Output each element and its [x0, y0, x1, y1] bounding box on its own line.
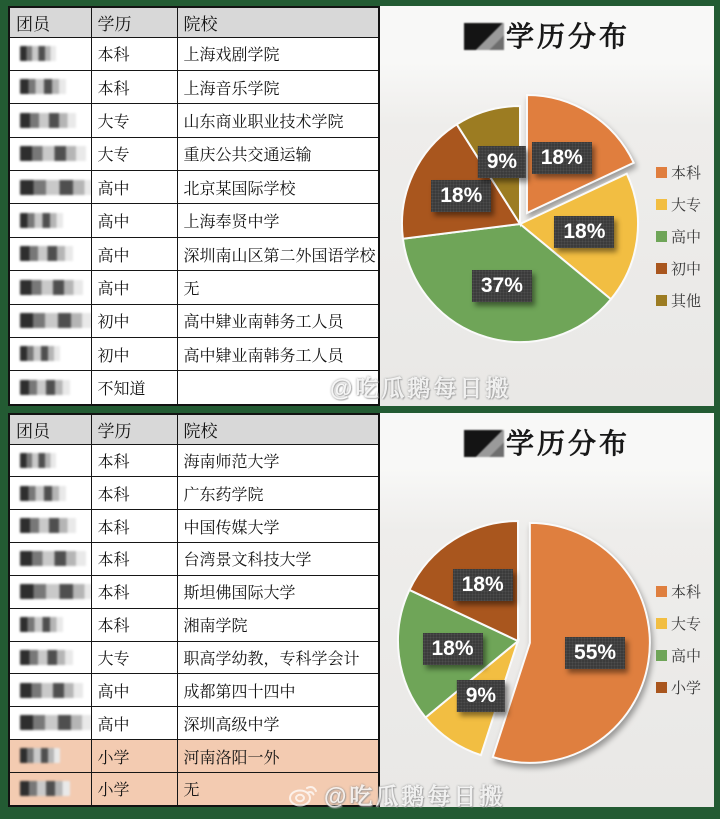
education-cell: 初中: [91, 304, 177, 337]
member-cell: [9, 707, 91, 740]
col-header-member: 团员: [9, 414, 91, 444]
watermark: [294, 370, 511, 403]
school-cell: 无: [177, 772, 379, 806]
legend-item-高中: [656, 645, 701, 666]
legend-label: 其他: [671, 293, 702, 310]
table-wrap-bottom: [8, 413, 380, 807]
education-cell: 本科: [91, 510, 177, 543]
pie-percent-label: 18%: [554, 216, 614, 248]
col-header-education: 学历: [91, 7, 177, 37]
school-cell: 湘南学院: [177, 608, 379, 641]
censored-name: [20, 246, 73, 261]
education-cell: 本科: [91, 37, 177, 70]
censored-name: [20, 146, 86, 161]
pie-percent-label: 18%: [423, 633, 483, 665]
table-row: [9, 237, 379, 270]
education-cell: 本科: [91, 444, 177, 477]
pie-percent-label: 18%: [431, 180, 491, 212]
chart-legend-bottom: [656, 581, 701, 698]
chart-title: [380, 422, 714, 462]
legend-item-大专: [656, 613, 701, 634]
education-cell: 高中: [91, 271, 177, 304]
legend-swatch: [656, 295, 667, 306]
table-row: [9, 444, 379, 477]
chart-legend-top: [656, 162, 701, 311]
member-cell: [9, 740, 91, 773]
legend-item-其他: [656, 290, 701, 311]
censored-name: [20, 748, 60, 763]
school-cell: 高中肄业南韩务工人员: [177, 338, 379, 371]
watermark-text: @吃瓜鹅每日搬: [330, 375, 512, 401]
legend-label: 本科: [671, 584, 702, 601]
legend-swatch: [656, 618, 667, 629]
member-cell: [9, 304, 91, 337]
table-row: [9, 707, 379, 740]
school-cell: 河南洛阳一外: [177, 740, 379, 773]
member-cell: [9, 444, 91, 477]
education-table-bottom: [8, 413, 380, 807]
table-row: [9, 137, 379, 170]
education-cell: 高中: [91, 204, 177, 237]
censored-name: [20, 683, 83, 698]
school-cell: 斯坦佛国际大学: [177, 575, 379, 608]
censored-name: [20, 180, 91, 195]
section-bottom: [8, 413, 714, 807]
pie-percent-label: 9%: [457, 680, 505, 712]
chart-title-text: 学历分布: [505, 21, 630, 52]
member-cell: [9, 171, 91, 204]
table-row: [9, 171, 379, 204]
table-row: [9, 271, 379, 304]
table-row: [9, 70, 379, 103]
censored-name: [20, 79, 66, 94]
legend-label: 初中: [671, 261, 702, 278]
legend-swatch: [656, 231, 667, 242]
member-cell: [9, 477, 91, 510]
legend-label: 高中: [671, 229, 702, 246]
legend-swatch: [656, 650, 667, 661]
school-cell: 深圳南山区第二外国语学校: [177, 237, 379, 270]
member-cell: [9, 271, 91, 304]
education-cell: 高中: [91, 171, 177, 204]
legend-label: 本科: [671, 165, 702, 182]
member-cell: [9, 772, 91, 806]
table-row: [9, 37, 379, 70]
watermark: [288, 778, 505, 811]
school-cell: 上海音乐学院: [177, 70, 379, 103]
section-top: [8, 6, 714, 406]
school-cell: 成都第四十四中: [177, 674, 379, 707]
education-cell: 大专: [91, 104, 177, 137]
education-cell: 高中: [91, 237, 177, 270]
member-cell: [9, 575, 91, 608]
education-cell: 大专: [91, 641, 177, 674]
school-cell: 山东商业职业技术学院: [177, 104, 379, 137]
legend-label: 大专: [671, 197, 702, 214]
legend-swatch: [656, 263, 667, 274]
weibo-icon: [294, 373, 324, 400]
member-cell: [9, 237, 91, 270]
censored-name: [20, 584, 91, 599]
legend-label: 小学: [671, 680, 702, 697]
member-cell: [9, 204, 91, 237]
legend-label: 大专: [671, 616, 702, 633]
legend-item-高中: [656, 226, 701, 247]
school-cell: 中国传媒大学: [177, 510, 379, 543]
censored-name: [20, 113, 76, 128]
education-cell: 高中: [91, 674, 177, 707]
table-row: [9, 740, 379, 773]
education-cell: 大专: [91, 137, 177, 170]
school-cell: 上海奉贤中学: [177, 204, 379, 237]
censored-name: [20, 551, 86, 566]
member-cell: [9, 104, 91, 137]
education-cell: 本科: [91, 477, 177, 510]
col-header-school: 院校: [177, 414, 379, 444]
pie-percent-label: 18%: [453, 569, 513, 601]
school-cell: 台湾景文科技大学: [177, 543, 379, 576]
censored-name: [20, 346, 60, 361]
education-cell: 不知道: [91, 371, 177, 405]
member-cell: [9, 137, 91, 170]
censored-name: [20, 650, 73, 665]
table-wrap-top: [8, 6, 380, 406]
legend-item-本科: [656, 162, 701, 183]
pie-percent-label: 18%: [532, 142, 592, 174]
member-cell: [9, 608, 91, 641]
table-row: [9, 477, 379, 510]
legend-item-本科: [656, 581, 701, 602]
education-cell: 本科: [91, 608, 177, 641]
censored-name: [20, 313, 91, 328]
school-cell: 广东药学院: [177, 477, 379, 510]
member-cell: [9, 674, 91, 707]
legend-item-大专: [656, 194, 701, 215]
education-cell: 本科: [91, 70, 177, 103]
legend-item-小学: [656, 677, 701, 698]
education-cell: 本科: [91, 575, 177, 608]
education-table-top: [8, 6, 380, 406]
censored-title-prefix: [464, 23, 504, 50]
col-header-education: 学历: [91, 414, 177, 444]
chart-title: [380, 15, 714, 55]
member-cell: [9, 510, 91, 543]
education-cell: 小学: [91, 740, 177, 773]
legend-label: 高中: [671, 648, 702, 665]
table-header-row: [9, 414, 379, 444]
education-cell: 本科: [91, 543, 177, 576]
table-row: [9, 104, 379, 137]
censored-name: [20, 781, 70, 796]
table-row: [9, 338, 379, 371]
school-cell: 深圳高级中学: [177, 707, 379, 740]
legend-swatch: [656, 199, 667, 210]
col-header-school: 院校: [177, 7, 379, 37]
chart-title-text: 学历分布: [505, 428, 630, 459]
table-row: [9, 674, 379, 707]
member-cell: [9, 37, 91, 70]
censored-name: [20, 280, 83, 295]
table-row: [9, 304, 379, 337]
table-header-row: [9, 7, 379, 37]
table-row: [9, 510, 379, 543]
table-row: [9, 575, 379, 608]
censored-name: [20, 518, 76, 533]
member-cell: [9, 338, 91, 371]
watermark-text: @吃瓜鹅每日搬: [324, 783, 506, 809]
education-cell: 高中: [91, 707, 177, 740]
censored-name: [20, 213, 63, 228]
censored-name: [20, 715, 91, 730]
school-cell: 海南师范大学: [177, 444, 379, 477]
school-cell: 北京某国际学校: [177, 171, 379, 204]
censored-name: [20, 617, 63, 632]
education-cell: 小学: [91, 772, 177, 806]
chart-panel-bottom: [380, 413, 714, 807]
member-cell: [9, 70, 91, 103]
pie-percent-label: 9%: [478, 146, 526, 178]
censored-name: [20, 46, 56, 61]
legend-swatch: [656, 167, 667, 178]
legend-swatch: [656, 586, 667, 597]
school-cell: 高中肄业南韩务工人员: [177, 304, 379, 337]
censored-name: [20, 380, 70, 395]
school-cell: 重庆公共交通运输: [177, 137, 379, 170]
school-cell: 无: [177, 271, 379, 304]
member-cell: [9, 543, 91, 576]
table-row: [9, 641, 379, 674]
table-row: [9, 608, 379, 641]
col-header-member: 团员: [9, 7, 91, 37]
school-cell: 职高学幼教，专科学会计: [177, 641, 379, 674]
weibo-icon: [288, 781, 318, 808]
education-cell: 初中: [91, 338, 177, 371]
pie-percent-label: 55%: [565, 637, 625, 669]
censored-name: [20, 453, 56, 468]
censored-name: [20, 486, 66, 501]
table-row: [9, 204, 379, 237]
school-cell: 上海戏剧学院: [177, 37, 379, 70]
pie-percent-label: 37%: [472, 270, 532, 302]
member-cell: [9, 371, 91, 405]
chart-panel-top: [380, 6, 714, 406]
legend-swatch: [656, 682, 667, 693]
member-cell: [9, 641, 91, 674]
legend-item-初中: [656, 258, 701, 279]
censored-title-prefix: [464, 430, 504, 457]
table-row: [9, 543, 379, 576]
